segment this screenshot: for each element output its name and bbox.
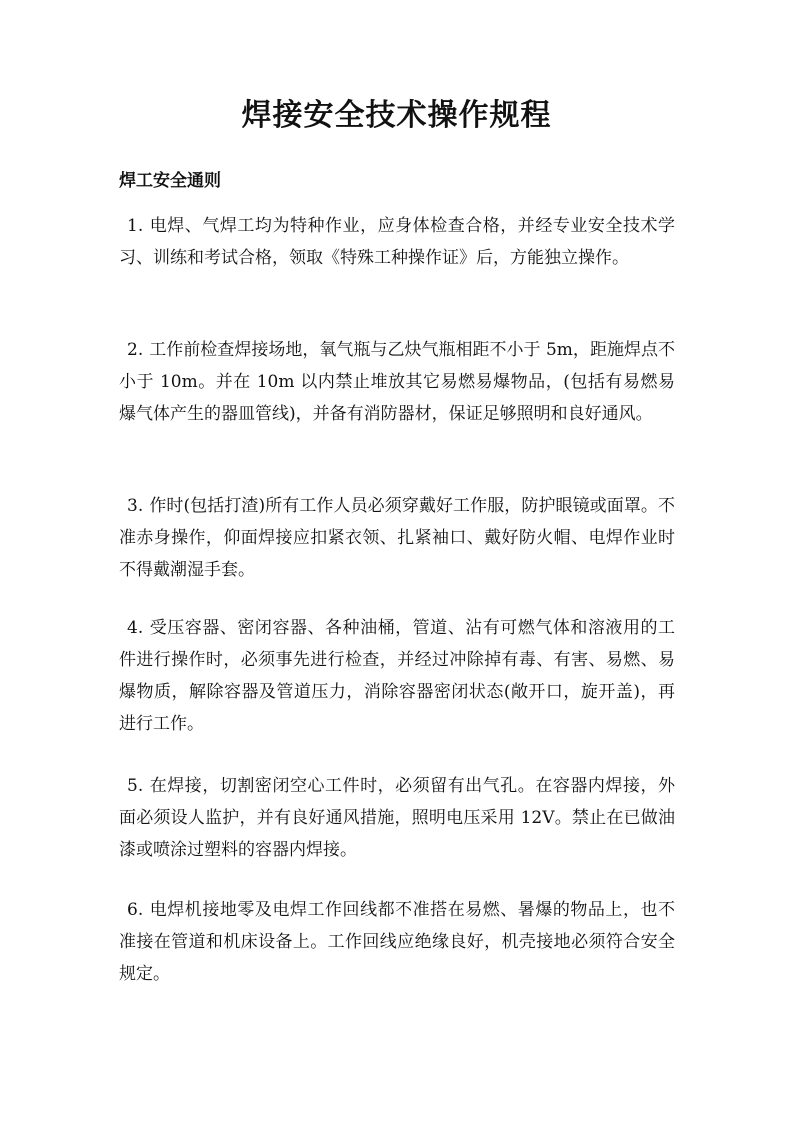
rule-item-4 [119, 612, 675, 740]
rule-text: 工作前检查焊接场地，氧气瓶与乙炔气瓶相距不小于 5m，距施焊点不小于 10m。并在 10m 以内禁止堆放其它易燃易爆物品，(包括有易燃易爆气体产生的器皿管线)，并备有消防器材，保证足够照明和良好通风。 [119, 340, 675, 424]
rule-text: 在焊接，切割密闭空心工件时，必须留有出气孔。在容器内焊接，外面必须设人监护，并有良好通风措施，照明电压采用 12V。禁止在已做油漆或喷涂过塑料的容器内焊接。 [119, 776, 675, 860]
rule-number: 5. [127, 776, 144, 796]
rule-item-1 [119, 210, 675, 274]
rule-text: 电焊、气焊工均为特种作业，应身体检查合格，并经专业安全技术学习、训练和考试合格，领取《特殊工种操作证》后，方能独立操作。 [119, 216, 675, 268]
rule-number: 4. [127, 618, 144, 638]
page-title: 焊接安全技术操作规程 [241, 98, 552, 133]
section-heading: 焊工安全通则 [119, 171, 221, 191]
rule-number: 3. [127, 496, 144, 516]
rule-item-5 [119, 770, 675, 866]
rule-text: 受压容器、密闭容器、各种油桶，管道、沾有可燃气体和溶液用的工件进行操作时，必须事先进行检查，并经过冲除掉有毒、有害、易燃、易爆物质，解除容器及管道压力，消除容器密闭状态(敞开口，旋开盖)，再进行工作。 [119, 618, 675, 734]
rule-number: 1. [127, 216, 144, 236]
rule-item-3 [119, 490, 675, 586]
rule-text: 电焊机接地零及电焊工作回线都不准搭在易燃、暑爆的物品上，也不准接在管道和机床设备上。工作回线应绝缘良好，机壳接地必须符合安全规定。 [119, 900, 675, 984]
rule-number: 2. [127, 340, 144, 360]
rule-item-2 [119, 334, 675, 430]
rule-text: 作时(包括打渣)所有工作人员必须穿戴好工作服，防护眼镜或面罩。不准赤身操作，仰面焊接应扣紧衣领、扎紧袖口、戴好防火帽、电焊作业时不得戴潮湿手套。 [119, 496, 675, 580]
rule-number: 6. [127, 900, 144, 920]
rule-item-6 [119, 894, 675, 990]
